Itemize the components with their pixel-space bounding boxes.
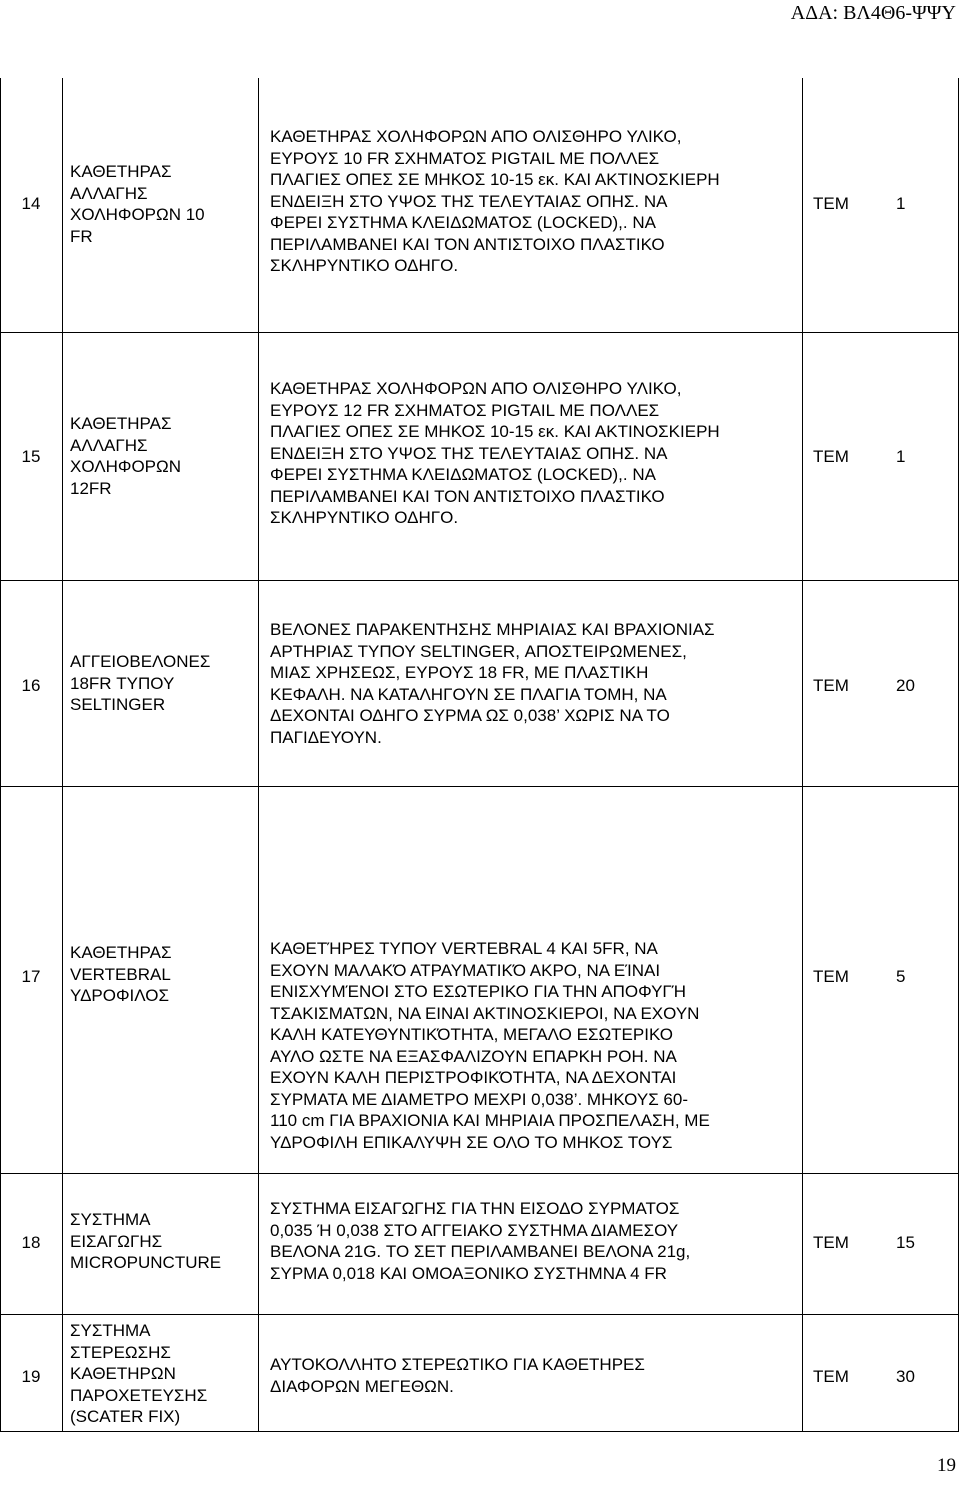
item-name: ΚΑΘΕΤΗΡΑΣ ΑΛΛΑΓΗΣ ΧΟΛΗΦΟΡΩΝ 10 FR: [70, 162, 205, 246]
item-description: ΚΑΘΕΤΉΡΕΣ ΤΥΠΟΥ VERTEBRAL 4 ΚΑΙ 5FR, ΝΑ ΕΧΟΥΝ ΜΑΛΑΚΌ ΑΤΡΑΥΜΑΤΙΚΌ ΑΚΡΟ, ΝΑ ΕΊΝΑΙ ΕΝΙΣΧΥΜΈΝΟΙ ΣΤΟ ΕΣΩΤΕΡΙΚΟ ΓΙΑ ΤΗΝ ΑΠΟΦΥΓΉ ΤΣΑΚΙΣΜΑΤΩΝ, ΝΑ ΕΙΝΑΙ ΑΚΤΙΝΟΣΚΙΕΡΟΙ, ΝΑ ΕΧΟΥΝ ΚΑΛΗ ΚΑΤΕΥΘΥΝΤΙΚΌΤΗΤΑ, ΜΕΓΑΛΟ ΕΣΩΤΕΡΙΚΟ ΑΥΛΟ ΩΣΤΕ ΝΑ ΕΞΑΣΦΑΛΙΖΟΥΝ ΕΠΑΡΚΗ ΡΟΗ. ΝΑ ΕΧΟΥΝ ΚΑΛΗ ΠΕΡΙΣΤΡΟΦΙΚΌΤΗΤΑ, ΝΑ ΔΕΧΟΝΤΑΙ ΣΥΡΜΑΤΑ ΜΕ ΔΙΑΜΕΤΡΟ ΜΕΧΡΙ 0,038’. ΜΗΚΟΥΣ 60- 110 cm ΓΙΑ ΒΡΑΧΙΟΝΙΑ ΚΑΙ ΜΗΡΙΑΙΑ ΠΡΟΣΠΕΛΑΣΗ, ΜΕ ΥΔΡΟΦΙΛΗ ΕΠΙΚΑΛΥΨΗ ΣΕ ΟΛΟ ΤΟ ΜΗΚΟΣ ΤΟΥΣ: [270, 939, 710, 1152]
item-quantity: 1: [896, 447, 906, 466]
item-unit: ΤΕΜ: [813, 967, 849, 986]
item-unit: ΤΕΜ: [813, 447, 849, 466]
item-name: ΚΑΘΕΤΗΡΑΣ VERTEBRAL ΥΔΡΟΦΙΛΟΣ: [70, 943, 172, 1005]
item-quantity: 5: [896, 967, 906, 986]
item-name: ΣΥΣΤΗΜΑ ΣΤΕΡΕΩΣΗΣ ΚΑΘΕΤΗΡΩΝ ΠΑΡΟΧΕΤΕΥΣΗΣ (SCATER FIX): [70, 1321, 208, 1426]
item-unit: ΤΕΜ: [813, 676, 849, 695]
item-description: ΣΥΣΤΗΜΑ ΕΙΣΑΓΩΓΗΣ ΓΙΑ ΤΗΝ ΕΙΣΟΔΟ ΣΥΡΜΑΤΟΣ 0,035 Ή 0,038 ΣΤΟ ΑΓΓΕΙΑΚΟ ΣΥΣΤΗΜΑ ΔΙΑΜΕΣΟΥ ΒΕΛΟΝΑ 21G. ΤΟ ΣΕΤ ΠΕΡΙΛΑΜΒΑΝΕΙ ΒΕΛΟΝΑ 21g, ΣΥΡΜΑ 0,018 ΚΑΙ ΟΜΟΑΞΟΝΙΚΟ ΣΥΣΤΗΜΝΑ 4 FR: [270, 1199, 691, 1283]
item-unit: ΤΕΜ: [813, 194, 849, 213]
item-unit: ΤΕΜ: [813, 1367, 849, 1386]
item-name: ΑΓΓΕΙΟΒΕΛΟΝΕΣ 18FR ΤΥΠΟΥ SELTINGER: [70, 652, 211, 714]
item-description: ΒΕΛΟΝΕΣ ΠΑΡΑΚΕΝΤΗΣΗΣ ΜΗΡΙΑΙΑΣ ΚΑΙ ΒΡΑΧΙΟΝΙΑΣ ΑΡΤΗΡΙΑΣ ΤΥΠΟΥ SELTINGER, ΑΠΟΣΤΕΙΡΩΜΕΝΕΣ, ΜΙΑΣ ΧΡΗΣΕΩΣ, ΕΥΡΟΥΣ 18 FR, ΜΕ ΠΛΑΣΤΙΚΗ ΚΕΦΑΛΗ. ΝΑ ΚΑΤΑΛΗΓΟΥΝ ΣΕ ΠΛΑΓΙΑ ΤΟΜΗ, ΝΑ ΔΕΧΟΝΤΑΙ ΟΔΗΓΟ ΣΥΡΜΑ ΩΣ 0,038’ ΧΩΡΙΣ ΝΑ ΤΟ ΠΑΓΙΔΕΥΟΥΝ.: [270, 620, 715, 747]
row-divider: [1, 786, 958, 787]
item-quantity: 15: [896, 1233, 915, 1252]
item-quantity: 30: [896, 1367, 915, 1386]
item-number: 18: [21, 1233, 41, 1252]
row-divider: [1, 1431, 958, 1432]
item-name: ΚΑΘΕΤΗΡΑΣ ΑΛΛΑΓΗΣ ΧΟΛΗΦΟΡΩΝ 12FR: [70, 414, 181, 498]
item-quantity: 20: [896, 676, 915, 695]
item-number: 16: [21, 676, 41, 695]
row-divider: [1, 1314, 958, 1315]
item-name: ΣΥΣΤΗΜΑ ΕΙΣΑΓΩΓΗΣ MICROPUNCTURE: [70, 1210, 222, 1272]
item-quantity: 1: [896, 194, 906, 213]
column-divider: [62, 78, 63, 1432]
row-divider: [1, 332, 958, 333]
item-description: ΚΑΘΕΤΗΡΑΣ ΧΟΛΗΦΟΡΩΝ ΑΠΟ ΟΛΙΣΘΗΡΟ ΥΛΙΚΟ, ΕΥΡΟΥΣ 12 FR ΣΧΗΜΑΤΟΣ PIGTAIL ΜΕ ΠΟΛΛΕΣ ΠΛΑΓΙΕΣ ΟΠΕΣ ΣΕ ΜΗΚΟΣ 10-15 εκ. ΚΑΙ ΑΚΤΙΝΟΣΚΙΕΡΗ ΕΝΔΕΙΞΗ ΣΤΟ ΥΨΟΣ ΤΗΣ ΤΕΛΕΥΤΑΙΑΣ ΟΠΗΣ. ΝΑ ΦΕΡΕΙ ΣΥΣΤΗΜΑ ΚΛΕΙΔΩΜΑΤΟΣ (LOCKED),. ΝΑ ΠΕΡΙΛΑΜΒΑΝΕΙ ΚΑΙ ΤΟΝ ΑΝΤΙΣΤΟΙΧΟ ΠΛΑΣΤΙΚΟ ΣΚΛΗΡΥΝΤΙΚΟ ΟΔΗΓΟ.: [270, 379, 720, 527]
item-unit: ΤΕΜ: [813, 1233, 849, 1252]
item-description: ΚΑΘΕΤΗΡΑΣ ΧΟΛΗΦΟΡΩΝ ΑΠΟ ΟΛΙΣΘΗΡΟ ΥΛΙΚΟ, ΕΥΡΟΥΣ 10 FR ΣΧΗΜΑΤΟΣ PIGTAIL ΜΕ ΠΟΛΛΕΣ ΠΛΑΓΙΕΣ ΟΠΕΣ ΣΕ ΜΗΚΟΣ 10-15 εκ. ΚΑΙ ΑΚΤΙΝΟΣΚΙΕΡΗ ΕΝΔΕΙΞΗ ΣΤΟ ΥΨΟΣ ΤΗΣ ΤΕΛΕΥΤΑΙΑΣ ΟΠΗΣ. ΝΑ ΦΕΡΕΙ ΣΥΣΤΗΜΑ ΚΛΕΙΔΩΜΑΤΟΣ (LOCKED),. ΝΑ ΠΕΡΙΛΑΜΒΑΝΕΙ ΚΑΙ ΤΟΝ ΑΝΤΙΣΤΟΙΧΟ ΠΛΑΣΤΙΚΟ ΣΚΛΗΡΥΝΤΙΚΟ ΟΔΗΓΟ.: [270, 127, 720, 275]
page-number: 19: [937, 1455, 956, 1476]
item-number: 14: [21, 194, 41, 213]
item-number: 15: [21, 447, 41, 466]
column-divider: [258, 78, 259, 1432]
row-divider: [1, 580, 958, 581]
item-number: 19: [21, 1367, 41, 1386]
document-code: ΑΔΑ: ΒΛ4Θ6-ΨΨΥ: [790, 2, 956, 24]
row-divider: [1, 1173, 958, 1174]
item-number: 17: [21, 967, 41, 986]
item-description: ΑΥΤΟΚΟΛΛΗΤΟ ΣΤΕΡΕΩΤΙΚΟ ΓΙΑ ΚΑΘΕΤΗΡΕΣ ΔΙΑΦΟΡΩΝ ΜΕΓΕΘΩΝ.: [270, 1355, 645, 1396]
column-divider: [802, 78, 803, 1432]
